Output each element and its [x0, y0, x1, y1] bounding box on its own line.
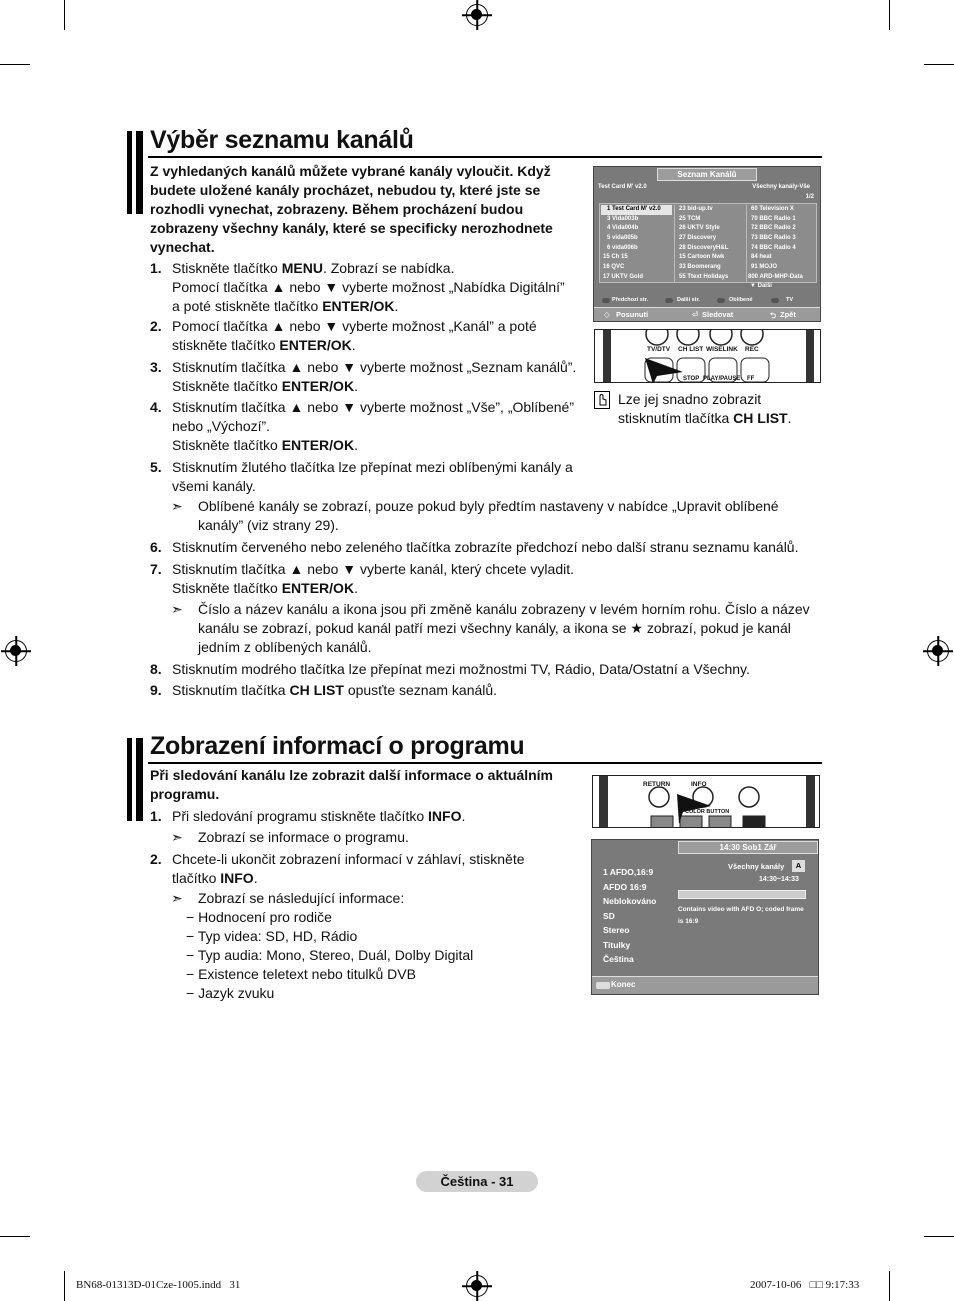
info-line: Čeština [603, 954, 634, 964]
time-range: 14:30~14:33 [759, 876, 799, 883]
channel-item[interactable]: 55 Ttext Holidays [679, 273, 729, 280]
more-link[interactable]: ▼ Další [750, 283, 772, 289]
crop-mark [64, 1271, 65, 1301]
legend-label: Další str. [677, 297, 700, 303]
move-icon: ◇ [604, 310, 610, 319]
step-2: 2. Pomocí tlačítka ▲ nebo ▼ vyberte možnost „Kanál” a poté stiskněte tlačítko ENTER/OK. [150, 318, 537, 353]
channel-item[interactable]: 28 DiscoveryH&L [679, 244, 729, 251]
list-item: − Typ videa: SD, HD, Rádio [186, 928, 358, 944]
return-icon: ⮌ [770, 311, 777, 320]
channel-item[interactable]: 800 ARD-MHP-Data [748, 273, 803, 280]
channel-item[interactable]: 33 Boomerang [679, 264, 721, 271]
channel-column [674, 205, 744, 283]
step-6: 6. Stisknutím červeného nebo zeleného tlačítka zobrazíte předchozí nebo další stranu seznamu kanálů. [150, 539, 799, 555]
registration-mark-icon [466, 4, 488, 26]
remote-label: COLOR BUTTON [685, 809, 730, 815]
channel-item[interactable]: 15 Cartoon Nwk [679, 254, 725, 261]
section-bar [127, 131, 143, 214]
list-item: − Jazyk zvuku [186, 985, 275, 1001]
channel-item[interactable]: 5 vida005b [607, 235, 638, 242]
remote-label: PLAY/PAUSE [703, 376, 741, 382]
nav-label: Posunutí [616, 310, 649, 319]
crop-mark [64, 0, 65, 30]
print-date-info: 2007-10-06 □□ 9:17:33 [750, 1279, 860, 1291]
legend-label: Oblíbené [729, 297, 753, 303]
section-intro: Při sledování kanálu lze zobrazit další informace o aktuálním programu. [150, 767, 554, 802]
section-title: Zobrazení informací o programu [150, 732, 525, 760]
exit-bar [592, 976, 818, 994]
channel-item[interactable]: 25 TCM [679, 215, 701, 222]
info-line: AFDO 16:9 [603, 881, 647, 892]
channel-list-screen [593, 166, 821, 322]
channel-item[interactable]: 17 UKTV Gold [603, 273, 644, 280]
filter-label: Všechny kanály [728, 862, 785, 871]
step-3: 3. Stisknutím tlačítka ▲ nebo ▼ vyberte možnost „Seznam kanálů”. Stiskněte tlačítko ENTER/OK. [150, 359, 577, 394]
channel-item[interactable]: 4 Vida004b [607, 225, 639, 232]
channel-item[interactable]: 26 UKTV Style [679, 225, 720, 232]
current-channel: Test Card M' v2.0 [598, 184, 647, 190]
list-item: − Hodnocení pro rodiče [186, 909, 332, 925]
step-5: 5. Stisknutím žlutého tlačítka lze přepínat mezi oblíbenými kanály a všemi kanály. [150, 459, 573, 494]
remote-label: REC [745, 346, 759, 353]
tip-box: Lze jej snadno zobrazit stisknutím tlačítka CH LIST. [594, 390, 834, 430]
channel-item[interactable]: 60 Television X [751, 206, 794, 212]
info-line: SD [603, 910, 615, 921]
step-8: 8. Stisknutím modrého tlačítka lze přepínat mezi možnostmi TV, Rádio, Data/Ostatní a Všechny. [150, 661, 750, 677]
legend-label: TV [786, 297, 794, 303]
info-details [603, 865, 656, 967]
remote-label: WISELINK [706, 346, 738, 353]
screen-header: Seznam Kanálů [657, 168, 757, 181]
note-arrow-icon: ➣ [171, 829, 183, 845]
channel-item[interactable]: 74 BBC Radio 4 [751, 244, 796, 251]
section-rule [148, 762, 822, 764]
crop-mark [924, 1236, 954, 1237]
section-intro: Z vyhledaných kanálů můžete vybrané kanály vyloučit. Když budete uložené kanály procházet, nebudou ty, které jste se rozhodli vynechat, zobrazeny. Během procházení budou zobrazeny všechny kanály, které se specificky nerozhodnete vynechat. [150, 163, 553, 255]
channel-item[interactable]: 16 QVC [603, 264, 625, 271]
channel-item[interactable]: 84 heat [751, 254, 772, 261]
program-description: Contains video with AFD O; coded frame is 16:9 [678, 906, 804, 925]
nav-label: Zpět [780, 310, 796, 319]
step-4: 4. Stisknutím tlačítka ▲ nebo ▼ vyberte možnost „Vše”, „Oblíbené” nebo „Výchozí”. Stiskněte tlačítko ENTER/OK. [150, 399, 574, 453]
note-favourites: ➣ Oblíbené kanály se zobrazí, pouze pokud byly předtím nastaveny v nabídce „Upravit oblíbené kanály” (viz strany 29). [171, 498, 779, 533]
registration-mark-icon [5, 640, 27, 662]
note-arrow-icon: ➣ [171, 601, 183, 617]
remote-illustration-chlist [594, 329, 821, 383]
registration-mark-icon [466, 1275, 488, 1297]
page-indicator: 1/2 [805, 194, 814, 200]
info-step-2: 2. Chcete-li ukončit zobrazení informací v záhlaví, stiskněte tlačítko INFO. [150, 851, 525, 886]
filter-label: Všechny kanály-Vše [752, 184, 810, 190]
note-arrow-icon: ➣ [171, 890, 183, 906]
note-info-shown: ➣ Zobrazí se informace o programu. [171, 829, 409, 845]
yellow-button-icon [717, 298, 725, 303]
enter-icon: ⏎ [692, 310, 699, 319]
channel-column [601, 205, 672, 283]
step-9: 9. Stisknutím tlačítka CH LIST opusťte seznam kanálů. [150, 682, 498, 698]
channel-item[interactable]: 73 BBC Radio 3 [751, 235, 796, 242]
exit-key-icon [596, 982, 610, 989]
note-channel-icon: ➣ Číslo a název kanálu a ikona jsou při změně kanálu zobrazeny v levém horním rohu. Číslo a název kanálu se zobrazí, pokud kanál patří mezi všechny kanály, a ikona se ★ zobrazí, pokud je kanál jedním z oblíbených kanálů. [171, 601, 810, 655]
nav-label: Sledovat [702, 310, 734, 319]
channel-item[interactable]: 91 MOJO [751, 264, 778, 271]
legend-label: Předchozí str. [612, 297, 649, 303]
remote-illustration-info [592, 775, 820, 828]
channel-item[interactable]: 3 Vida003b [607, 215, 639, 222]
legend-bar [599, 296, 817, 306]
channel-item[interactable]: 6 vida006b [607, 244, 638, 251]
nav-bar [594, 307, 820, 321]
filter-badge: A [792, 860, 805, 872]
info-line: 1 AFDO,16:9 [603, 867, 654, 877]
page-number: Čeština - 31 [416, 1171, 538, 1192]
list-item: − Typ audia: Mono, Stereo, Duál, Dolby Digital [186, 947, 474, 963]
blue-button-icon [771, 298, 779, 303]
channel-grid [599, 203, 817, 283]
exit-label[interactable]: Konec [611, 980, 636, 989]
info-step-1: 1. Při sledování programu stiskněte tlačítko INFO. [150, 808, 466, 824]
channel-item[interactable]: 23 bid-up.tv [679, 206, 713, 212]
channel-item[interactable]: 72 BBC Radio 2 [751, 225, 796, 232]
remote-label: FF [747, 376, 755, 382]
channel-item[interactable]: 1 Test Card M' v2.0 [601, 205, 672, 215]
channel-item[interactable]: 70 BBC Radio 1 [751, 215, 796, 222]
hand-tip-icon [594, 391, 610, 409]
channel-item[interactable]: 27 Discovery [679, 235, 717, 242]
remote-label: CH LIST [678, 346, 704, 353]
remote-label: TV/DTV [647, 346, 671, 353]
info-line: Stereo [603, 925, 630, 935]
crop-mark [889, 0, 890, 30]
note-info-list: ➣ Zobrazí se následující informace: − Hodnocení pro rodiče − Typ videa: SD, HD, Rádio − Typ audia: Mono, Stereo, Duál, Dolby Digital − Existence teletext nebo titulků DVB − Jazyk zvuku [171, 890, 474, 1001]
crop-mark [0, 64, 30, 65]
remote-label: STOP [683, 376, 700, 382]
list-item: − Existence teletext nebo titulků DVB [186, 966, 416, 982]
step-1: 1. Stiskněte tlačítko MENU. Zobrazí se nabídka. Pomocí tlačítka ▲ nebo ▼ vyberte možnost „Nabídka Digitální” a poté stiskněte tlačítko ENTER/OK. [150, 260, 565, 314]
crop-mark [924, 64, 954, 65]
channel-column [746, 205, 816, 283]
screen-header: 14:30 Sob1 Zář [678, 841, 818, 854]
remote-label: INFO [691, 781, 707, 788]
info-line: Titulky [603, 939, 631, 950]
info-line: Neblokováno [603, 896, 657, 906]
crop-mark [889, 1271, 890, 1301]
remote-label: RETURN [643, 781, 671, 788]
progress-bar [678, 890, 806, 899]
green-button-icon [665, 298, 673, 303]
red-button-icon [602, 298, 610, 303]
crop-mark [0, 1236, 30, 1237]
channel-item[interactable]: 15 Ch 15 [603, 254, 628, 261]
section-title: Výběr seznamu kanálů [150, 126, 414, 154]
print-file-info: BN68-01313D-01Cze-1005.indd 31 [76, 1279, 241, 1291]
note-arrow-icon: ➣ [171, 498, 183, 514]
section-rule [148, 156, 822, 158]
step-7: 7. Stisknutím tlačítka ▲ nebo ▼ vyberte kanál, který chcete vyladit. Stiskněte tlačítko ENTER/OK. [150, 561, 574, 596]
program-info-screen [591, 839, 819, 995]
registration-mark-icon [927, 640, 949, 662]
section-bar [127, 738, 143, 821]
